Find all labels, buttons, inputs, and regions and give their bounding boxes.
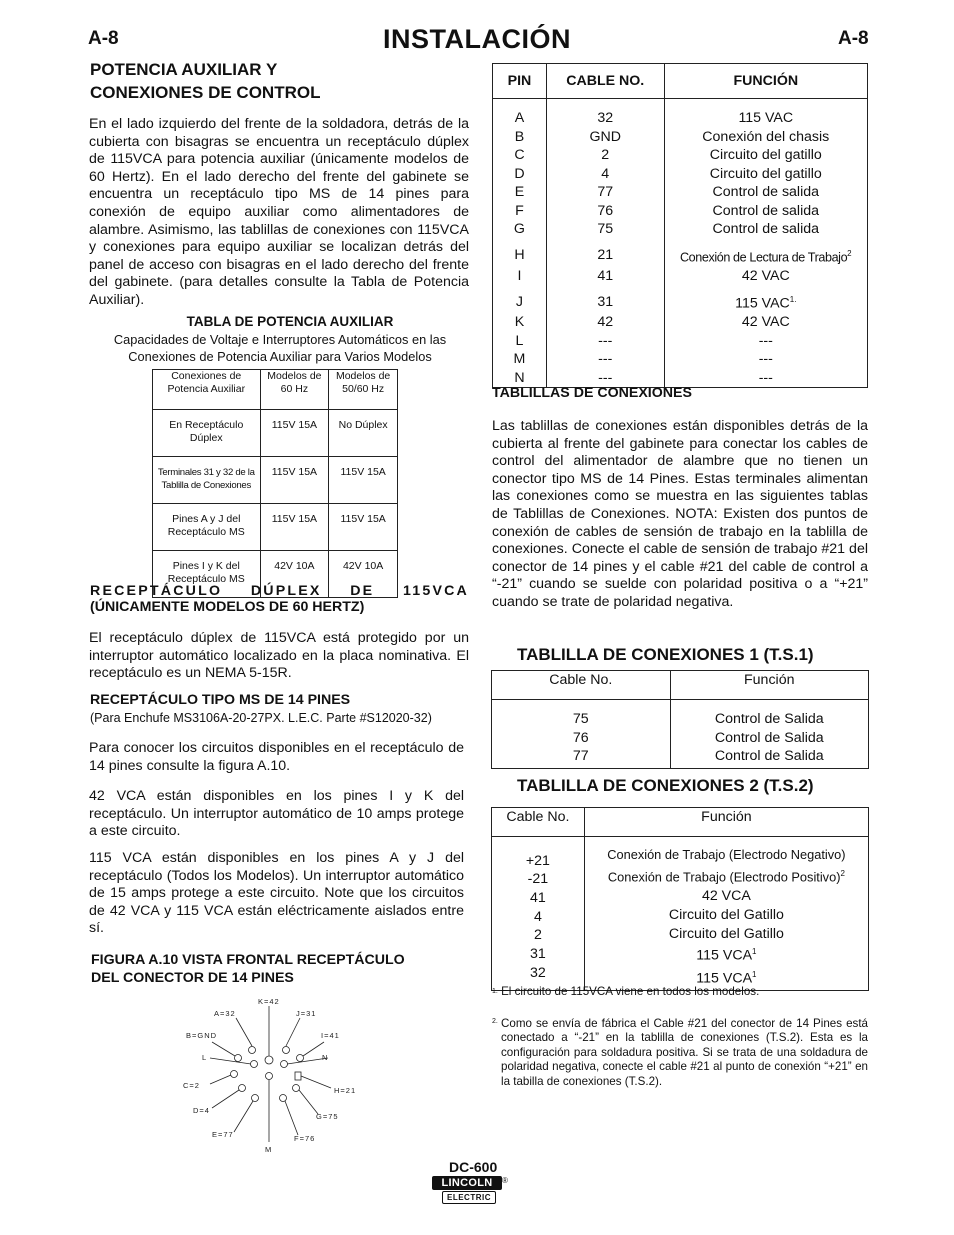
footnote-2 [492, 1017, 868, 1089]
terminal-strips-paragraph: Las tablillas de conexiones están disponibles detrás de la cubierta al frente del gabinete para conectar los cables de control del alimentador de alambre que no tienen un conector tipo MS de 14 Pines. Estas terminales alimentan las conexiones como se muestra en las siguientes tablas de Tablillas de Conexiones. NOTA: Existen dos puntos de conexión de cables de sensión de trabajo en la tablilla de conexiones. Conecte el cable de sensión de trabajo #21 del conector de 14 pines y el cable #21 del cable de control a “-21” cuando se suelde con polaridad positiva o a “+21” cuando se trate de polaridad negativa. [492, 418, 868, 610]
table-header-cell: PIN [493, 64, 547, 99]
logo-registered-mark: ® [502, 1176, 508, 1185]
table-cell: Pines I y K del Receptáculo MS [153, 551, 261, 598]
footnote-ref: 1. [789, 295, 797, 305]
duplex-heading-2: (ÚNICAMENTE MODELOS DE 60 HERTZ) [90, 599, 365, 615]
pin-label: H=21 [334, 1086, 357, 1095]
table-cell: Control de Salida [714, 748, 824, 765]
table-cell: 4 [546, 165, 664, 184]
pin-f [280, 1095, 287, 1102]
table-cell: C [493, 146, 547, 165]
table-row [153, 410, 398, 457]
table-row [493, 332, 868, 351]
table-row [493, 202, 868, 221]
table-cell: 41 [530, 890, 546, 906]
table-cell: 75 [546, 220, 664, 239]
table-cell: 42V 10A [329, 551, 398, 598]
table-cell: 4 [533, 908, 542, 925]
duplex-heading-1: RECEPTÁCULO DÚPLEX DE 115VCA [90, 583, 469, 599]
pin-label: M [265, 1145, 273, 1154]
section-title-line-1: POTENCIA AUXILIAR Y [90, 60, 278, 79]
table-cell: 42 [546, 313, 664, 332]
table-cell: 42 VAC [664, 267, 867, 286]
footnote-mark: 2. [492, 1018, 498, 1025]
table-row [493, 128, 868, 147]
figure-title-line-2: DEL CONECTOR DE 14 PINES [91, 970, 294, 986]
pin-function-table [492, 63, 868, 388]
table-cell: A [493, 99, 547, 128]
table-cell: 31 [530, 946, 546, 963]
table-row [153, 504, 398, 551]
table-cell: 115 VAC [664, 99, 867, 128]
pin-label: D=4 [193, 1106, 210, 1115]
table-cell: Circuito del gatillo [664, 146, 867, 165]
table-cell: Conexión de Trabajo (Electrodo Positivo)$^2$ [607, 868, 845, 885]
table-cell: Conexión de Lectura de Trabajo$^2$ [664, 239, 867, 267]
duplex-paragraph: El receptáculo dúplex de 115VCA está protegido por un interruptor automático localizado en la placa nominativa. El receptáculo es un NEMA 5-15R. [89, 630, 469, 682]
pin-label: B=GND [186, 1031, 218, 1040]
ms-subheading: (Para Enchufe MS3106A-20-27PX. L.E.C. Parte #S12020-32) [90, 711, 432, 725]
table-header-cell: CABLE NO. [546, 64, 664, 99]
table-cell: 115V 15A [329, 457, 398, 504]
table-cell: Terminales 31 y 32 de la Tablilla de Conexiones [153, 457, 261, 504]
terminal-strips-heading: TABLILLAS DE CONEXIONES [492, 385, 692, 401]
page-code-left: A-8 [88, 28, 119, 49]
pin-label: K=42 [258, 997, 280, 1006]
table-cell: D [493, 165, 547, 184]
table-cell: L [493, 332, 547, 351]
pin-a [249, 1047, 256, 1054]
table-cell: N [493, 369, 547, 388]
pin-label: G=75 [316, 1112, 339, 1121]
table-cell: --- [664, 369, 867, 388]
footnote-mark: 1. [492, 988, 498, 995]
pin-label: N [322, 1053, 329, 1062]
table-header-cell: Modelos de 60 Hz [260, 370, 329, 410]
table-cell: Circuito del Gatillo [668, 925, 784, 942]
table-cell: 41 [546, 267, 664, 286]
table-header-cell: Cable No. [492, 671, 671, 700]
table-header-cell: Modelos de 50/60 Hz [329, 370, 398, 410]
table-cell: B [493, 128, 547, 147]
lincoln-electric-logo [432, 1176, 510, 1209]
table-cell: Conexión del chasis [664, 128, 867, 147]
ms-paragraph-1: Para conocer los circuitos disponibles en el receptáculo de 14 pines consulte la figura A.10. [89, 740, 464, 774]
table-row [493, 285, 868, 313]
table-header-cell: FUNCIÓN [664, 64, 867, 99]
table-header-cell: Función [670, 671, 869, 700]
table-cell: 115V 15A [260, 410, 329, 457]
ts1-title: TABLILLA DE CONEXIONES 1 (T.S.1) [517, 645, 814, 664]
ts2-table [491, 807, 869, 991]
table-cell: 115V 15A [329, 504, 398, 551]
pin-label: E=77 [212, 1130, 234, 1139]
footnote-text: El circuito de 115VCA viene en todos los modelos. [501, 985, 760, 998]
table-cell: H [493, 239, 547, 267]
table-header-cell: Conexiones de Potencia Auxiliar [153, 370, 261, 410]
table-cell: Control de salida [664, 220, 867, 239]
table-header-row [153, 370, 398, 410]
table-cell: --- [546, 369, 664, 388]
table-cell: 31 [546, 285, 664, 313]
aux-table-subtitle-2: Conexiones de Potencia Auxiliar para Varios Modelos [128, 349, 432, 364]
table-cell: -21 [527, 871, 549, 888]
table-row [493, 313, 868, 332]
table-cell: K [493, 313, 547, 332]
table-cell: Control de salida [664, 183, 867, 202]
table-cell: 75 [572, 711, 589, 727]
table-header-row [492, 808, 869, 837]
table-cell: --- [664, 332, 867, 351]
table-cell: Circuito del Gatillo [668, 906, 784, 923]
table-cell: 42 VAC [664, 313, 867, 332]
table-cell: --- [664, 350, 867, 369]
table-cell: 115V 15A [260, 504, 329, 551]
table-row [493, 183, 868, 202]
footnote-1 [492, 985, 759, 999]
section-title-line-2: CONEXIONES DE CONTROL [90, 83, 321, 102]
table-cell: En Receptáculo Dúplex [153, 410, 261, 457]
table-row [493, 239, 868, 267]
footnote-ref: 2 [840, 868, 845, 878]
pin-d [239, 1085, 246, 1092]
ts2-title: TABLILLA DE CONEXIONES 2 (T.S.2) [517, 776, 814, 795]
table-cell: F [493, 202, 547, 221]
table-cell: 2 [533, 927, 542, 944]
table-cell: --- [546, 350, 664, 369]
figure-title-line-1: FIGURA A.10 VISTA FRONTAL RECEPTÁCULO [91, 952, 405, 968]
table-row [153, 457, 398, 504]
ts1-table [491, 670, 869, 769]
ms-heading: RECEPTÁCULO TIPO MS DE 14 PINES [90, 692, 351, 708]
aux-power-table [152, 369, 398, 598]
aux-table-subtitle-1: Capacidades de Voltaje e Interruptores Automáticos en las [113, 332, 447, 347]
table-row [493, 220, 868, 239]
table-cell: Conexión de Trabajo (Electrodo Negativo) [607, 847, 846, 862]
table-cell: GND [546, 128, 664, 147]
table-cell: 77 [572, 748, 589, 765]
table-row [493, 99, 868, 128]
table-cell: Control de Salida [714, 711, 824, 727]
table-row [493, 165, 868, 184]
table-cell: Pines A y J del Receptáculo MS [153, 504, 261, 551]
pin-c [231, 1071, 238, 1078]
pin-label: C=2 [183, 1081, 200, 1090]
logo-bottom: ELECTRIC [442, 1191, 496, 1204]
pin-e [252, 1095, 259, 1102]
table-body [492, 700, 869, 769]
table-header-cell: Función [584, 808, 868, 837]
table-cell: E [493, 183, 547, 202]
table-cell: 42V 10A [260, 551, 329, 598]
pin-k [265, 1056, 273, 1064]
connector-figure [170, 992, 370, 1157]
table-cell: 21 [546, 239, 664, 267]
ms-paragraph-2: 42 VCA están disponibles en los pines I y K del receptáculo. Un interruptor automático de 10 amps protege a este circuito. [89, 788, 464, 840]
pin-label: I=41 [321, 1031, 340, 1040]
table-cell: 42 VCA [701, 888, 751, 905]
intro-paragraph: En el lado izquierdo del frente de la soldadora, detrás de la cubierta con bisagras se encuentra un receptáculo dúplex de 115VCA para potencia auxiliar (únicamente modelos de 60 Hertz). En el lado derecho del frente del gabinete se encuentra un receptáculo tipo MS de 14 pines para conexión de equipo auxiliar como alimentadores de alambre. Asimismo, las tablillas de conexiones con 115VCA y conexiones para equipo auxiliar se localizan detrás del panel de acceso con bisagras en el lado derecho del frente del gabinete. (para detalles consulte la Tabla de Potencia Auxiliar). [89, 116, 469, 308]
table-cell: J [493, 285, 547, 313]
table-row [493, 350, 868, 369]
table-header-row [492, 671, 869, 700]
pin-j [283, 1047, 290, 1054]
table-cell: Circuito del gatillo [664, 165, 867, 184]
page-title: INSTALACIÓN [383, 24, 571, 54]
table-cell: 76 [546, 202, 664, 221]
table-row [493, 146, 868, 165]
pin-g [293, 1085, 300, 1092]
table-cell: 32 [546, 99, 664, 128]
pin-label: A=32 [214, 1009, 236, 1018]
table-cell: --- [546, 332, 664, 351]
pin-label: F=76 [294, 1134, 316, 1143]
table-cell: 115V 15A [260, 457, 329, 504]
table-cell: Control de Salida [714, 729, 824, 746]
footnote-text: Como se envía de fábrica el Cable #21 del conector de 14 Pines está conectado a “-21” en la tablilla de conexiones (T.S.2). Esta es la configuración para soldadura positiva. Si se trata de una soldadura de polaridad negativa, conecte el cable #21 al punto de conexión “+21” en la tabilla de conexiones (T.S.2). [501, 1017, 868, 1088]
table-cell: M [493, 350, 547, 369]
footnote-ref: 1 [752, 947, 757, 957]
logo-top: LINCOLN [432, 1176, 502, 1190]
pin-i [297, 1055, 304, 1062]
ms-paragraph-3: 115 VCA están disponibles en los pines A y J del receptáculo (Todos los Modelos). Un interruptor automático de 15 amps protege a este circuito. Note que los circuitos de 42 VCA y 115 VCA están eléctricamente aislados entre sí. [89, 850, 464, 937]
table-cell: 32 [530, 964, 546, 981]
page-code-right: A-8 [838, 28, 869, 49]
table-cell: 115 $VAC^{1.}$ [664, 285, 867, 313]
table-cell: No Dúplex [329, 410, 398, 457]
table-header-cell: Cable No. [492, 808, 585, 837]
footnote-ref: 2 [847, 248, 852, 258]
table-cell: 77 [546, 183, 664, 202]
pin-label: J=31 [296, 1009, 317, 1018]
table-cell: 76 [572, 729, 589, 746]
aux-table-title: TABLA DE POTENCIA AUXILIAR [186, 314, 394, 329]
footnote-ref: 1 [752, 969, 757, 979]
table-cell: +21 [525, 852, 550, 869]
table-row [493, 267, 868, 286]
table-cell: 115 VCA$^1$ [696, 947, 757, 964]
pin-h [295, 1072, 301, 1080]
pin-m [266, 1073, 273, 1080]
pin-b [235, 1055, 242, 1062]
table-cell: Control de salida [664, 202, 867, 221]
pin-label: L [202, 1053, 208, 1062]
pin-n [281, 1061, 288, 1068]
table-cell: 2 [546, 146, 664, 165]
table-cell: G [493, 220, 547, 239]
pin-l [251, 1061, 258, 1068]
table-cell: 115 VCA$^1$ [696, 969, 757, 987]
model-number: DC-600 [449, 1159, 498, 1175]
table-header-row [493, 64, 868, 99]
table-body [492, 837, 869, 991]
table-cell: I [493, 267, 547, 286]
